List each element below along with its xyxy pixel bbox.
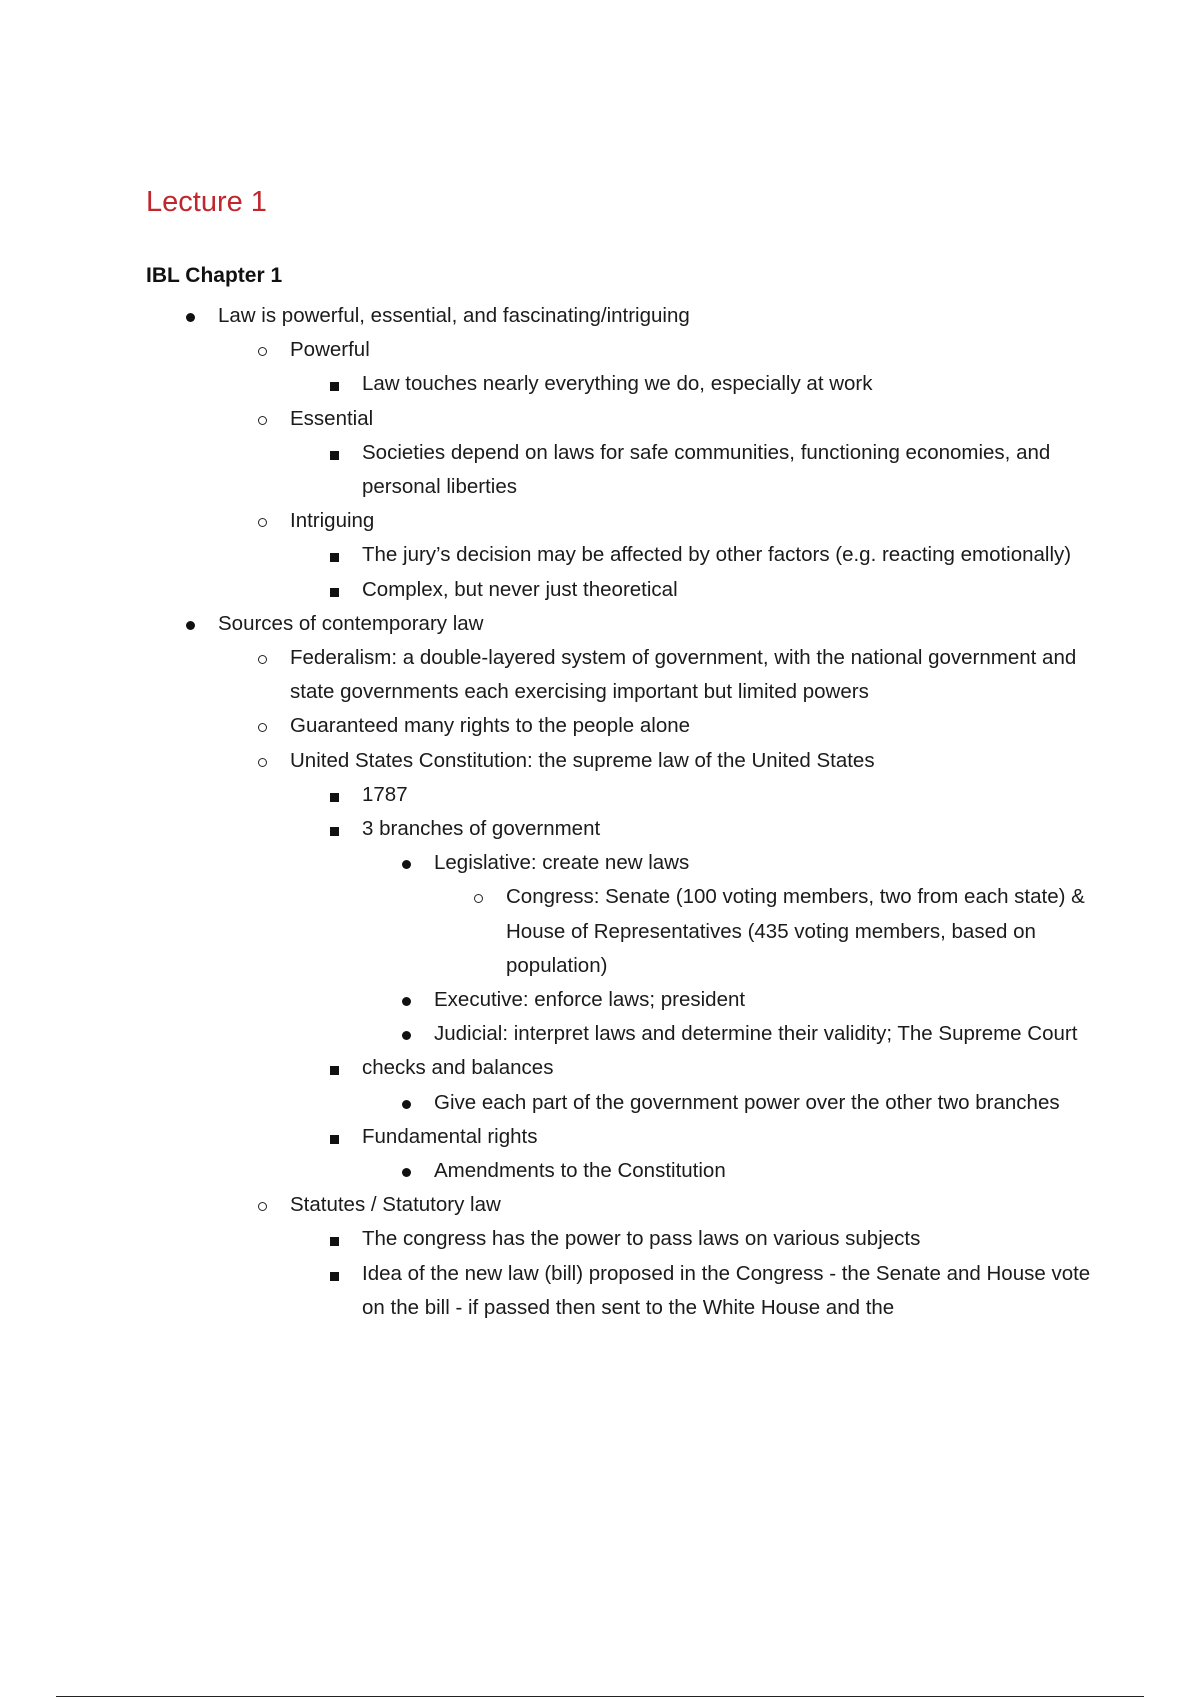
outline-list-level-3 xyxy=(290,367,1096,401)
circle-bullet-icon xyxy=(254,709,274,743)
list-item-text: checks and balances xyxy=(362,1056,554,1080)
list-item-text: Judicial: interpret laws and determine their validity; The Supreme Court xyxy=(434,1022,1078,1046)
outline-list-level-3 xyxy=(290,436,1096,504)
list-item xyxy=(362,573,1096,607)
list-item-text: Complex, but never just theoretical xyxy=(362,577,678,601)
list-item xyxy=(434,1086,1096,1120)
square-bullet-icon xyxy=(326,1257,346,1291)
list-item-text: Sources of contemporary law xyxy=(218,611,484,635)
square-bullet-icon xyxy=(326,436,346,470)
notes-outline xyxy=(146,299,1096,1325)
list-item-text: 3 branches of government xyxy=(362,817,601,841)
disc-bullet-icon xyxy=(398,1154,418,1188)
outline-list-level-3 xyxy=(290,778,1096,1188)
outline-list-level-2 xyxy=(218,641,1096,1325)
list-item xyxy=(362,367,1096,401)
list-item xyxy=(290,1188,1096,1325)
list-item-text: Idea of the new law (bill) proposed in the Congress - the Senate and House vote on the bill - if passed then sent to the White House and the xyxy=(362,1261,1091,1319)
circle-bullet-icon xyxy=(254,402,274,436)
list-item xyxy=(362,1222,1096,1256)
list-item-text: The jury’s decision may be affected by other factors (e.g. reacting emotionally) xyxy=(362,543,1072,567)
outline-list-level-4 xyxy=(362,1154,1096,1188)
list-item-text: Legislative: create new laws xyxy=(434,851,690,875)
square-bullet-icon xyxy=(326,1120,346,1154)
circle-bullet-icon xyxy=(254,744,274,778)
page-bottom-divider xyxy=(56,1696,1144,1697)
section-heading: IBL Chapter 1 xyxy=(146,264,283,287)
list-item xyxy=(434,983,1096,1017)
list-item-text: Federalism: a double-layered system of government, with the national government and state governments each exercising important but limited powers xyxy=(290,646,1077,704)
square-bullet-icon xyxy=(326,778,346,812)
square-bullet-icon xyxy=(326,367,346,401)
list-item xyxy=(290,744,1096,1189)
list-item-text: Intriguing xyxy=(290,509,375,533)
list-item xyxy=(290,641,1096,709)
outline-list-level-2 xyxy=(218,333,1096,607)
circle-bullet-icon xyxy=(254,641,274,675)
list-item-text: Amendments to the Constitution xyxy=(434,1159,726,1183)
list-item xyxy=(434,846,1096,983)
list-item-text: Law touches nearly everything we do, especially at work xyxy=(362,372,873,396)
list-item-text: Congress: Senate (100 voting members, two from each state) & House of Representatives (435 voting members, based on population) xyxy=(506,885,1085,977)
outline-list-level-4 xyxy=(362,846,1096,1051)
outline-list-level-5 xyxy=(434,880,1096,983)
disc-bullet-icon xyxy=(398,983,418,1017)
list-item-text: The congress has the power to pass laws on various subjects xyxy=(362,1227,921,1251)
list-item-text: Fundamental rights xyxy=(362,1124,538,1148)
disc-bullet-icon xyxy=(398,1086,418,1120)
disc-bullet-icon xyxy=(398,846,418,880)
disc-bullet-icon xyxy=(182,607,202,641)
list-item-text: Law is powerful, essential, and fascinating/intriguing xyxy=(218,304,690,327)
list-item xyxy=(362,436,1096,504)
page-title: Lecture 1 xyxy=(146,186,267,218)
list-item xyxy=(290,402,1096,505)
list-item xyxy=(362,1120,1096,1188)
outline-list-level-1 xyxy=(146,299,1096,1325)
list-item xyxy=(290,709,1096,743)
disc-bullet-icon xyxy=(398,1017,418,1051)
list-item-text: Essential xyxy=(290,406,374,430)
list-item xyxy=(434,1017,1096,1051)
list-item xyxy=(218,607,1096,1325)
circle-bullet-icon xyxy=(470,880,490,914)
list-item xyxy=(362,812,1096,1051)
list-item xyxy=(290,504,1096,607)
list-item xyxy=(362,1257,1096,1325)
square-bullet-icon xyxy=(326,1222,346,1256)
list-item xyxy=(434,1154,1096,1188)
list-item-text: 1787 xyxy=(362,782,408,806)
square-bullet-icon xyxy=(326,1051,346,1085)
outline-list-level-3 xyxy=(290,1222,1096,1325)
disc-bullet-icon xyxy=(182,299,202,333)
list-item xyxy=(362,778,1096,812)
outline-list-level-3 xyxy=(290,538,1096,606)
circle-bullet-icon xyxy=(254,1188,274,1222)
list-item xyxy=(362,1051,1096,1119)
list-item-text: Guaranteed many rights to the people alone xyxy=(290,714,691,738)
list-item xyxy=(362,538,1096,572)
square-bullet-icon xyxy=(326,538,346,572)
circle-bullet-icon xyxy=(254,504,274,538)
circle-bullet-icon xyxy=(254,333,274,367)
list-item xyxy=(218,299,1096,607)
outline-list-level-4 xyxy=(362,1086,1096,1120)
list-item-text: Give each part of the government power over the other two branches xyxy=(434,1090,1060,1114)
list-item xyxy=(506,880,1096,983)
list-item-text: Societies depend on laws for safe communities, functioning economies, and personal liberties xyxy=(362,440,1051,499)
list-item-text: Powerful xyxy=(290,338,370,362)
list-item-text: United States Constitution: the supreme law of the United States xyxy=(290,748,875,772)
square-bullet-icon xyxy=(326,812,346,846)
list-item-text: Executive: enforce laws; president xyxy=(434,988,746,1012)
list-item-text: Statutes / Statutory law xyxy=(290,1193,501,1217)
square-bullet-icon xyxy=(326,573,346,607)
list-item xyxy=(290,333,1096,401)
